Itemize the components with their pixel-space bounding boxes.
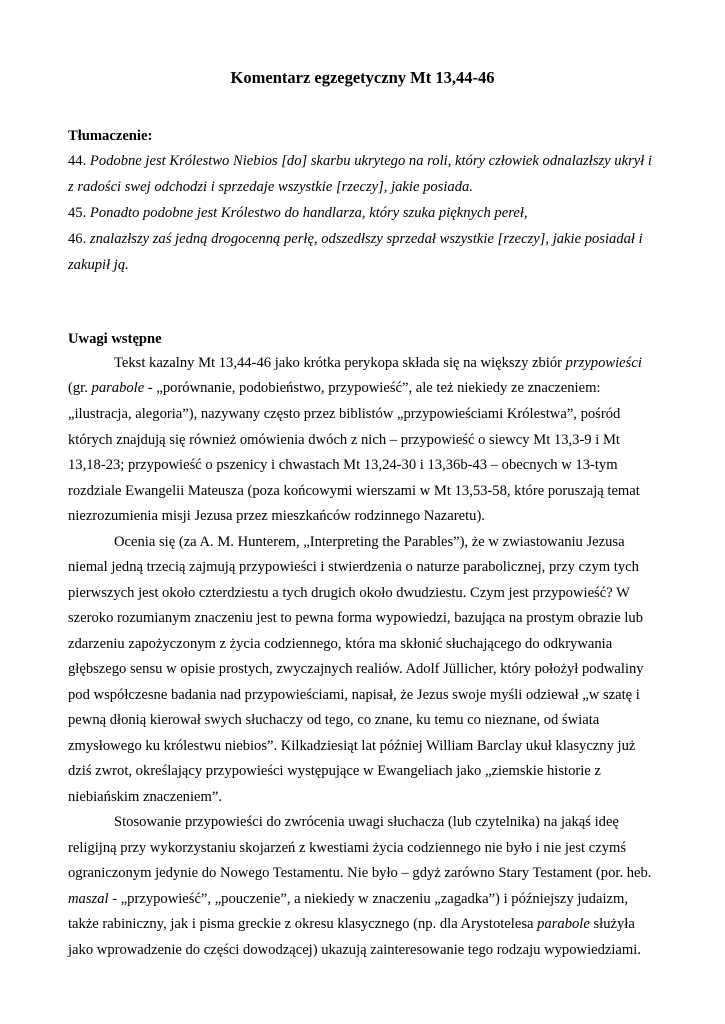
- verse-text: Podobne jest Królestwo Niebios [do] skarbu ukrytego na roli, który człowiek odnalazłszy ukrył i: [89, 153, 652, 169]
- paragraph-3-line-3: ograniczonym jedynie do Nowego Testamentu. Nie było – gdyż zarówno Stary Testament (por. heb.: [68, 865, 652, 881]
- intro-heading: Uwagi wstępne: [68, 331, 162, 347]
- text-span-italic: parabole: [91, 380, 145, 396]
- paragraph-1-line-3: „ilustracja, alegoria”), nazywany często przez biblistów „przypowieściami Królestwa”, pośród: [68, 406, 621, 422]
- paragraph-2-line-1: Ocenia się (za A. M. Hunterem, „Interpreting the Parables”), że w zwiastowaniu Jezusa: [114, 534, 625, 550]
- verse-text: Ponadto podobne jest Królestwo do handlarza, który szuka pięknych pereł,: [89, 205, 528, 221]
- paragraph-1-line-5: 13,18-23; przypowieść o pszenicy i chwastach Mt 13,24-30 i 13,36b-43 – obecnych w 13-tym: [68, 457, 618, 473]
- paragraph-3-line-4: [68, 889, 628, 909]
- paragraph-2-line-4: szeroko rozumianym znaczeniu jest to pewna forma wypowiedzi, bazująca na prostym obrazie lub: [68, 610, 644, 626]
- verse-45-line-1: [68, 203, 528, 223]
- verse-44-line-2: z radości swej odchodzi i sprzedaje wszystkie [rzeczy], jakie posiada.: [68, 179, 473, 195]
- text-span: - „porównanie, podobieństwo, przypowieść”, ale też niekiedy ze znaczeniem:: [144, 380, 601, 396]
- text-span-italic: maszal: [68, 891, 109, 907]
- paragraph-1-line-4: których znajdują się również omówienia dwóch z nich – przypowieść o siewcy Mt 13,3-9 i Mt: [68, 432, 620, 448]
- verse-46-line-2: zakupił ją.: [68, 257, 129, 273]
- text-span-italic: przypowieści: [565, 355, 642, 371]
- document-title: Komentarz egzegetyczny Mt 13,44-46: [230, 68, 495, 87]
- text-span: także rabiniczny, jak i pisma greckie z okresu klasycznego (np. dla Arystotelesa: [68, 916, 538, 932]
- paragraph-2-line-8: pewną dłonią kierował swych słuchaczy od tego, co znane, ku temu co nieznane, od świata: [68, 712, 600, 728]
- text-span: służyła: [589, 916, 635, 932]
- verse-46-line-1: [68, 229, 643, 249]
- verse-number: 45.: [68, 205, 87, 221]
- translation-heading: Tłumaczenie:: [68, 128, 153, 144]
- text-span: (gr.: [68, 380, 92, 396]
- text-span: - „przypowieść”, „pouczenie”, a niekiedy w znaczeniu „zagadka”) i późniejszy judaizm,: [108, 891, 628, 907]
- paragraph-2-line-5: zdarzeniu zapożyczonym z życia codziennego, która ma skłonić słuchającego do odkrywania: [68, 636, 613, 652]
- paragraph-1-line-2: [68, 378, 601, 398]
- paragraph-2-line-6: głębszego sensu w opisie prostych, zwyczajnych realiów. Adolf Jüllicher, który położył podwaliny: [68, 661, 644, 677]
- paragraph-3-line-6: jako wprowadzenie do części dowodzącej) ukazują zainteresowanie tego rodzaju wypowiedziami.: [68, 942, 641, 958]
- paragraph-1-line-7: niezrozumienia misji Jezusa przez mieszkańców rodzinnego Nazaretu).: [68, 508, 485, 524]
- verse-number: 46.: [68, 231, 87, 247]
- paragraph-2-line-7: pod współczesne badania nad przypowieściami, napisał, że Jezus swoje myśli odziewał „w szatę i: [68, 687, 640, 703]
- paragraph-2-line-3: pierwszych jest około czterdziestu a tych drugich około dwudziestu. Czym jest przypowieść? W: [68, 585, 630, 601]
- paragraph-2-line-2: niemal jedną trzecią zajmują przypowieści i stwierdzenia o naturze parabolicznej, przy czym tych: [68, 559, 639, 575]
- verse-text: znalazłszy zaś jedną drogocenną perłę, odszedłszy sprzedał wszystkie [rzeczy], jakie posiadał i: [89, 231, 643, 247]
- paragraph-3-line-1: Stosowanie przypowieści do zwrócenia uwagi słuchacza (lub czytelnika) na jakąś ideę: [114, 814, 619, 830]
- paragraph-3-line-2: religijną przy wykorzystaniu skojarzeń z kwestiami życia codziennego nie było i nie jest czymś: [68, 840, 627, 856]
- text-span-italic: parabole: [537, 916, 590, 932]
- verse-number: 44.: [68, 153, 87, 169]
- paragraph-2-line-9: zmysłowego ku królestwu niebios”. Kilkadziesiąt lat później William Barclay ukuł klasyczny już: [68, 738, 636, 754]
- paragraph-1-line-6: rozdziale Ewangelii Mateusza (poza końcowymi wierszami w Mt 13,53-58, które poruszają temat: [68, 483, 640, 499]
- paragraph-2-line-11: niebiańskim znaczeniem”.: [68, 789, 222, 805]
- paragraph-3-line-5: [68, 914, 635, 934]
- verse-44-line-1: [68, 151, 652, 171]
- paragraph-1-line-1: [114, 353, 642, 373]
- text-span: Tekst kazalny Mt 13,44-46 jako krótka perykopa składa się na większy zbiór: [114, 355, 566, 371]
- paragraph-2-line-10: dziś zwrot, określający przypowieści występujące w Ewangeliach jako „ziemskie historie z: [68, 763, 601, 779]
